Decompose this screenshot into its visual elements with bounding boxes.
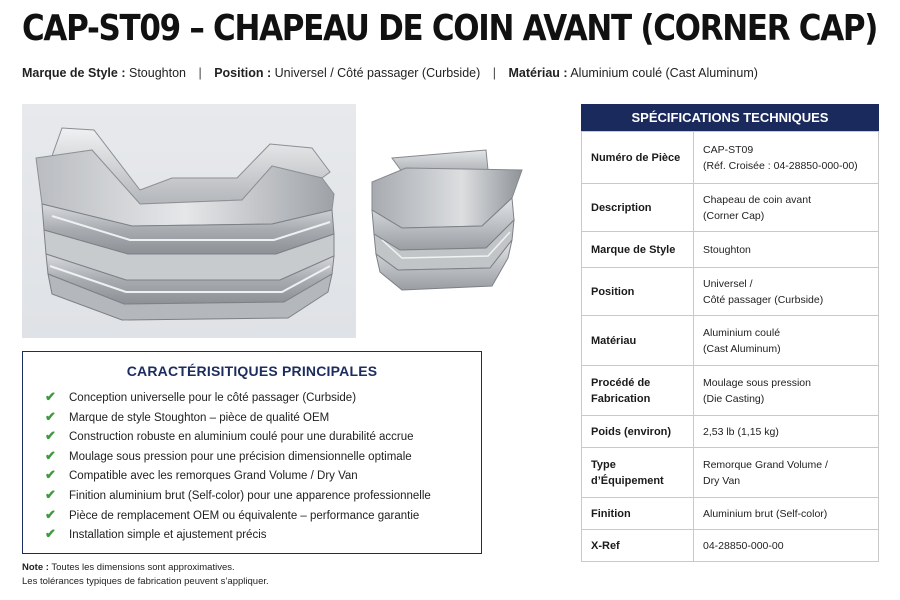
feature-text: Marque de style Stoughton – pièce de qualité OEM <box>69 411 330 424</box>
separator: | <box>198 66 202 80</box>
footnote <box>22 561 269 589</box>
table-row <box>582 268 879 316</box>
spec-key: Type d’Équipement <box>582 448 694 498</box>
specs-table <box>581 131 879 562</box>
spec-value-line: Chapeau de coin avant <box>703 193 811 206</box>
corner-cap-illustration <box>22 104 356 338</box>
table-row <box>582 416 879 448</box>
spec-value-line: Dry Van <box>703 474 741 487</box>
feature-text: Pièce de remplacement OEM ou équivalente – performance garantie <box>69 509 420 522</box>
checkmark-icon: ✔ <box>45 408 56 424</box>
list-item <box>45 505 481 525</box>
spec-key: X-Ref <box>582 530 694 562</box>
page-title: CAP-ST09 – CHAPEAU DE COIN AVANT (CORNER CAP) <box>22 8 878 49</box>
spec-value: 2,53 lb (1,15 kg) <box>694 416 879 448</box>
note-label: Note : <box>22 562 49 573</box>
spec-value-line: (Réf. Croisée : 04-28850-000-00) <box>703 159 858 172</box>
table-row <box>582 184 879 232</box>
specs-title: SPÉCIFICATIONS TECHNIQUES <box>581 104 879 131</box>
spec-value-line: Universel / <box>703 277 753 290</box>
spec-value-line: CAP-ST09 <box>703 143 754 156</box>
features-title: CARACTÉRISITIQUES PRINCIPALES <box>126 363 378 379</box>
feature-text: Construction robuste en aluminium coulé pour une durabilité accrue <box>69 431 414 444</box>
spec-key: Position <box>582 268 694 316</box>
list-item <box>45 446 481 466</box>
table-row <box>582 232 879 268</box>
table-row <box>582 132 879 184</box>
table-row <box>582 530 879 562</box>
checkmark-icon: ✔ <box>45 526 56 542</box>
features-list <box>23 387 481 544</box>
spec-key: Procédé de Fabrication <box>582 366 694 416</box>
style-value: Stoughton <box>128 66 186 80</box>
spec-value <box>694 316 879 366</box>
spec-key: Finition <box>582 498 694 530</box>
feature-text: Finition aluminium brut (Self-color) pour une apparence professionnelle <box>69 489 431 502</box>
table-row <box>582 448 879 498</box>
summary-line <box>22 66 758 80</box>
checkmark-icon: ✔ <box>45 486 56 502</box>
spec-value-line: (Cast Aluminum) <box>703 342 781 355</box>
spec-value-line: Moulage sous pression <box>703 376 811 389</box>
checkmark-icon: ✔ <box>45 467 56 483</box>
spec-key: Poids (environ) <box>582 416 694 448</box>
material-value: Aluminium coulé (Cast Aluminum) <box>570 66 758 80</box>
list-item <box>45 407 481 427</box>
spec-value <box>694 132 879 184</box>
spec-value-line: Remorque Grand Volume / <box>703 458 828 471</box>
note-line-1: Toutes les dimensions sont approximatives. <box>51 562 235 573</box>
table-row <box>582 498 879 530</box>
feature-text: Installation simple et ajustement précis <box>69 529 267 542</box>
corner-cap-side-illustration <box>362 140 532 310</box>
spec-value <box>694 366 879 416</box>
list-item <box>45 426 481 446</box>
spec-key: Matériau <box>582 316 694 366</box>
spec-value-line: Aluminium coulé <box>703 326 781 339</box>
spec-key: Description <box>582 184 694 232</box>
spec-value: Stoughton <box>694 232 879 268</box>
list-item <box>45 465 481 485</box>
spec-value-line: (Die Casting) <box>703 392 765 405</box>
position-value: Universel / Côté passager (Curbside) <box>274 66 481 80</box>
table-row <box>582 316 879 366</box>
spec-key: Marque de Style <box>582 232 694 268</box>
spec-value: 04-28850-000-00 <box>694 530 879 562</box>
spec-value-line: (Corner Cap) <box>703 209 765 222</box>
style-label: Marque de Style : <box>22 66 126 80</box>
list-item <box>45 485 481 505</box>
checkmark-icon: ✔ <box>45 389 56 404</box>
spec-value-line: Côté passager (Curbside) <box>703 293 824 306</box>
product-photo-side <box>362 140 532 310</box>
checkmark-icon: ✔ <box>45 506 56 522</box>
table-row <box>582 366 879 416</box>
position-label: Position : <box>214 66 272 80</box>
feature-text: Compatible avec les remorques Grand Volume / Dry Van <box>69 470 358 483</box>
features-box <box>22 351 482 554</box>
checkmark-icon: ✔ <box>45 428 56 444</box>
feature-text: Moulage sous pression pour une précision dimensionnelle optimale <box>69 450 412 463</box>
feature-text: Conception universelle pour le côté passager (Curbside) <box>69 392 357 404</box>
specs-panel <box>581 104 879 562</box>
spec-key: Numéro de Pièce <box>582 132 694 184</box>
product-photo-front <box>22 104 356 338</box>
checkmark-icon: ✔ <box>45 447 56 463</box>
spec-value: Aluminium brut (Self-color) <box>694 498 879 530</box>
spec-value <box>694 448 879 498</box>
material-label: Matériau : <box>508 66 568 80</box>
spec-value <box>694 184 879 232</box>
list-item <box>45 524 481 544</box>
list-item <box>45 387 481 407</box>
note-line-2: Les tolérances typiques de fabrication peuvent s’appliquer. <box>22 576 269 587</box>
separator: | <box>492 66 497 80</box>
spec-value <box>694 268 879 316</box>
